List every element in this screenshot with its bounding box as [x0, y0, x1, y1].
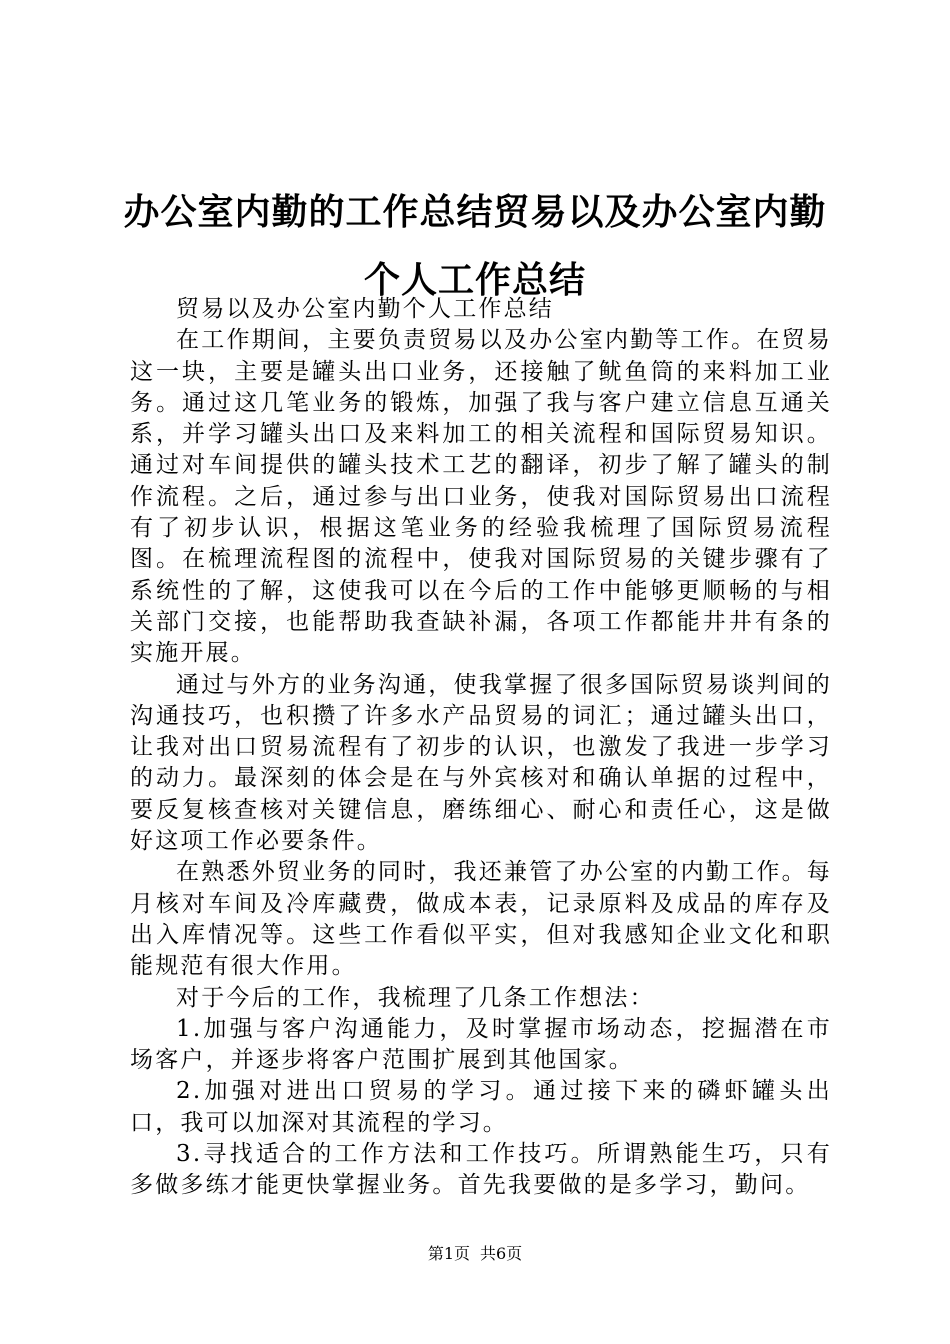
list-item: 1.加强与客户沟通能力，及时掌握市场动态，挖掘潜在市场客户，并逐步将客户范围扩展到其他国家。	[130, 1015, 832, 1074]
body-paragraph: 对于今后的工作，我梳理了几条工作想法：	[176, 984, 655, 1011]
document-title: 办公室内勤的工作总结贸易以及办公室内勤个人工作总结	[123, 191, 827, 301]
document-body	[130, 294, 832, 1202]
body-paragraph: 在工作期间，主要负责贸易以及办公室内勤等工作。在贸易这一块，主要是罐头出口业务，还接触了鱿鱼筒的来料加工业务。通过这几笔业务的锻炼，加强了我与客户建立信息互通关系，并学习罐头出口及来料加工的相关流程和国际贸易知识。通过对车间提供的罐头技术工艺的翻译，初步了解了罐头的制作流程。之后，通过参与出口业务，使我对国际贸易出口流程有了初步认识，根据这笔业务的经验我梳理了国际贸易流程图。在梳理流程图的流程中，使我对国际贸易的关键步骤有了系统性的了解，这使我可以在今后的工作中能够更顺畅的与相关部门交接，也能帮助我查缺补漏，各项工作都能井井有条的实施开展。	[130, 327, 832, 667]
body-paragraph: 通过与外方的业务沟通，使我掌握了很多国际贸易谈判间的沟通技巧，也积攒了许多水产品贸易的词汇；通过罐头出口，让我对出口贸易流程有了初步的认识，也激发了我进一步学习的动力。最深刻的体会是在与外宾核对和确认单据的过程中，要反复核查核对关键信息，磨练细心、耐心和责任心，这是做好这项工作必要条件。	[130, 671, 832, 855]
page-footer	[0, 1243, 950, 1265]
subtitle-paragraph: 贸易以及办公室内勤个人工作总结	[176, 296, 554, 322]
page-total: 共6页	[480, 1244, 523, 1263]
list-item: 2.加强对进出口贸易的学习。通过接下来的磷虾罐头出口，我可以加深对其流程的学习。	[130, 1078, 832, 1136]
list-item: 3.寻找适合的工作方法和工作技巧。所谓熟能生巧，只有多做多练才能更快掌握业务。首先我要做的是多学习，勤问。	[130, 1141, 832, 1199]
page-number: 第1页	[427, 1244, 470, 1263]
body-paragraph: 在熟悉外贸业务的同时，我还兼管了办公室的内勤工作。每月核对车间及冷库藏费，做成本表，记录原料及成品的库存及出入库情况等。这些工作看似平实，但对我感知企业文化和职能规范有很大作用。	[130, 859, 832, 980]
